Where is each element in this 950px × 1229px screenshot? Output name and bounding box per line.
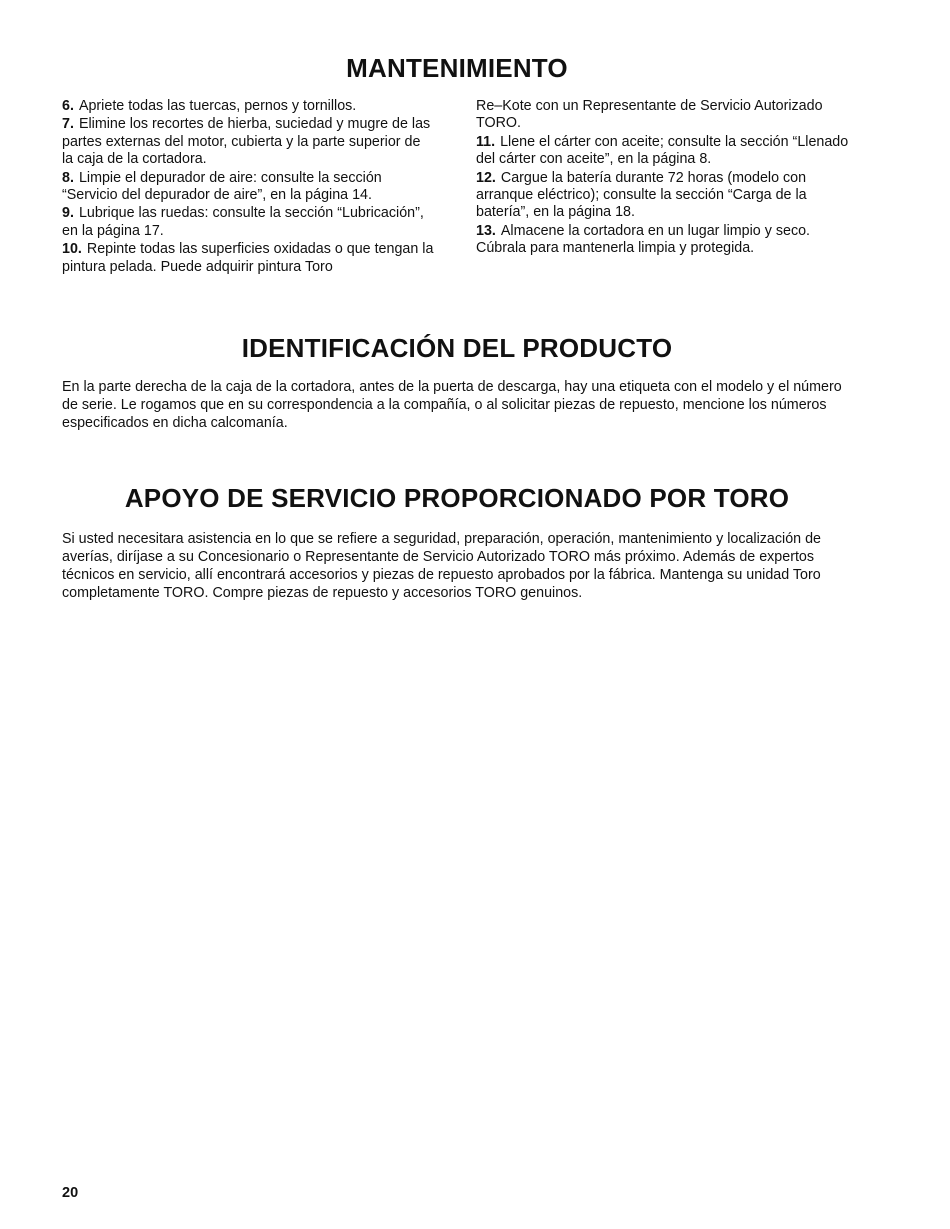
list-item	[476, 170, 850, 222]
list-item	[62, 241, 434, 276]
item-text: Apriete todas las tuercas, pernos y tornillos.	[78, 98, 357, 114]
item-text: Cargue la batería durante 72 horas (modelo con arranque eléctrico); consulte la sección “Carga de la batería”, en la página 18.	[476, 169, 807, 221]
section-title-apoyo: APOYO DE SERVICIO PROPORCIONADO POR TORO	[124, 483, 790, 513]
item-text: Almacene la cortadora en un lugar limpio y seco. Cúbrala para mantenerla limpia y protegida.	[476, 222, 811, 257]
item-number: 10.	[62, 241, 82, 258]
item-number: 6.	[62, 98, 74, 114]
list-item	[62, 170, 434, 205]
maintenance-left-column	[62, 98, 434, 277]
item-number: 8.	[62, 169, 74, 186]
item-text: Llene el cárter con aceite; consulte la sección “Llenado del cárter con aceite”, en la página 8.	[476, 133, 849, 168]
item-text: Elimine los recortes de hierba, suciedad y mugre de las partes externas del motor, cubierta y la parte superior de la caja de la cortadora.	[62, 116, 431, 168]
section-title-mantenimiento: MANTENIMIENTO	[346, 53, 568, 83]
list-item	[62, 116, 434, 168]
list-item	[62, 205, 434, 240]
item-number: 9.	[62, 205, 74, 222]
section-title-identificacion: IDENTIFICACIÓN DEL PRODUCTO	[241, 333, 673, 363]
list-item-continuation: Re–Kote con un Representante de Servicio Autorizado TORO.	[476, 98, 823, 132]
item-text: Repinte todas las superficies oxidadas o que tengan la pintura pelada. Puede adquirir pintura Toro	[62, 241, 434, 275]
identificacion-paragraph: En la parte derecha de la caja de la cortadora, antes de la puerta de descarga, hay una etiqueta con el modelo y el número de serie. Le rogamos que en su correspondencia a la compañía, o al solicitar piezas de repuesto, mencione los números especificados en dicha calcomanía.	[62, 379, 842, 431]
page-number: 20	[62, 1185, 79, 1201]
item-number: 7.	[62, 116, 74, 133]
item-text: Lubrique las ruedas: consulte la sección “Lubricación”, en la página 17.	[62, 205, 424, 239]
list-item	[62, 98, 434, 115]
list-item	[476, 223, 850, 258]
list-item	[476, 134, 850, 169]
apoyo-paragraph: Si usted necesitara asistencia en lo que se refiere a seguridad, preparación, operación, mantenimiento y localización de averías, diríjase a su Concesionario o Representante de Servicio Autorizado TORO más próximo. Además de expertos técnicos en servicio, allí encontrará accesorios y piezas de repuesto aprobados por la fábrica. Mantenga su unidad Toro completamente TORO. Compre piezas de repuesto y accesorios TORO genuinos.	[62, 531, 821, 601]
item-number: 11.	[476, 133, 496, 150]
maintenance-right-column	[476, 98, 850, 259]
item-text: Limpie el depurador de aire: consulte la sección “Servicio del depurador de aire”, en la página 14.	[62, 169, 382, 204]
item-number: 12.	[476, 169, 496, 186]
item-number: 13.	[476, 222, 496, 239]
